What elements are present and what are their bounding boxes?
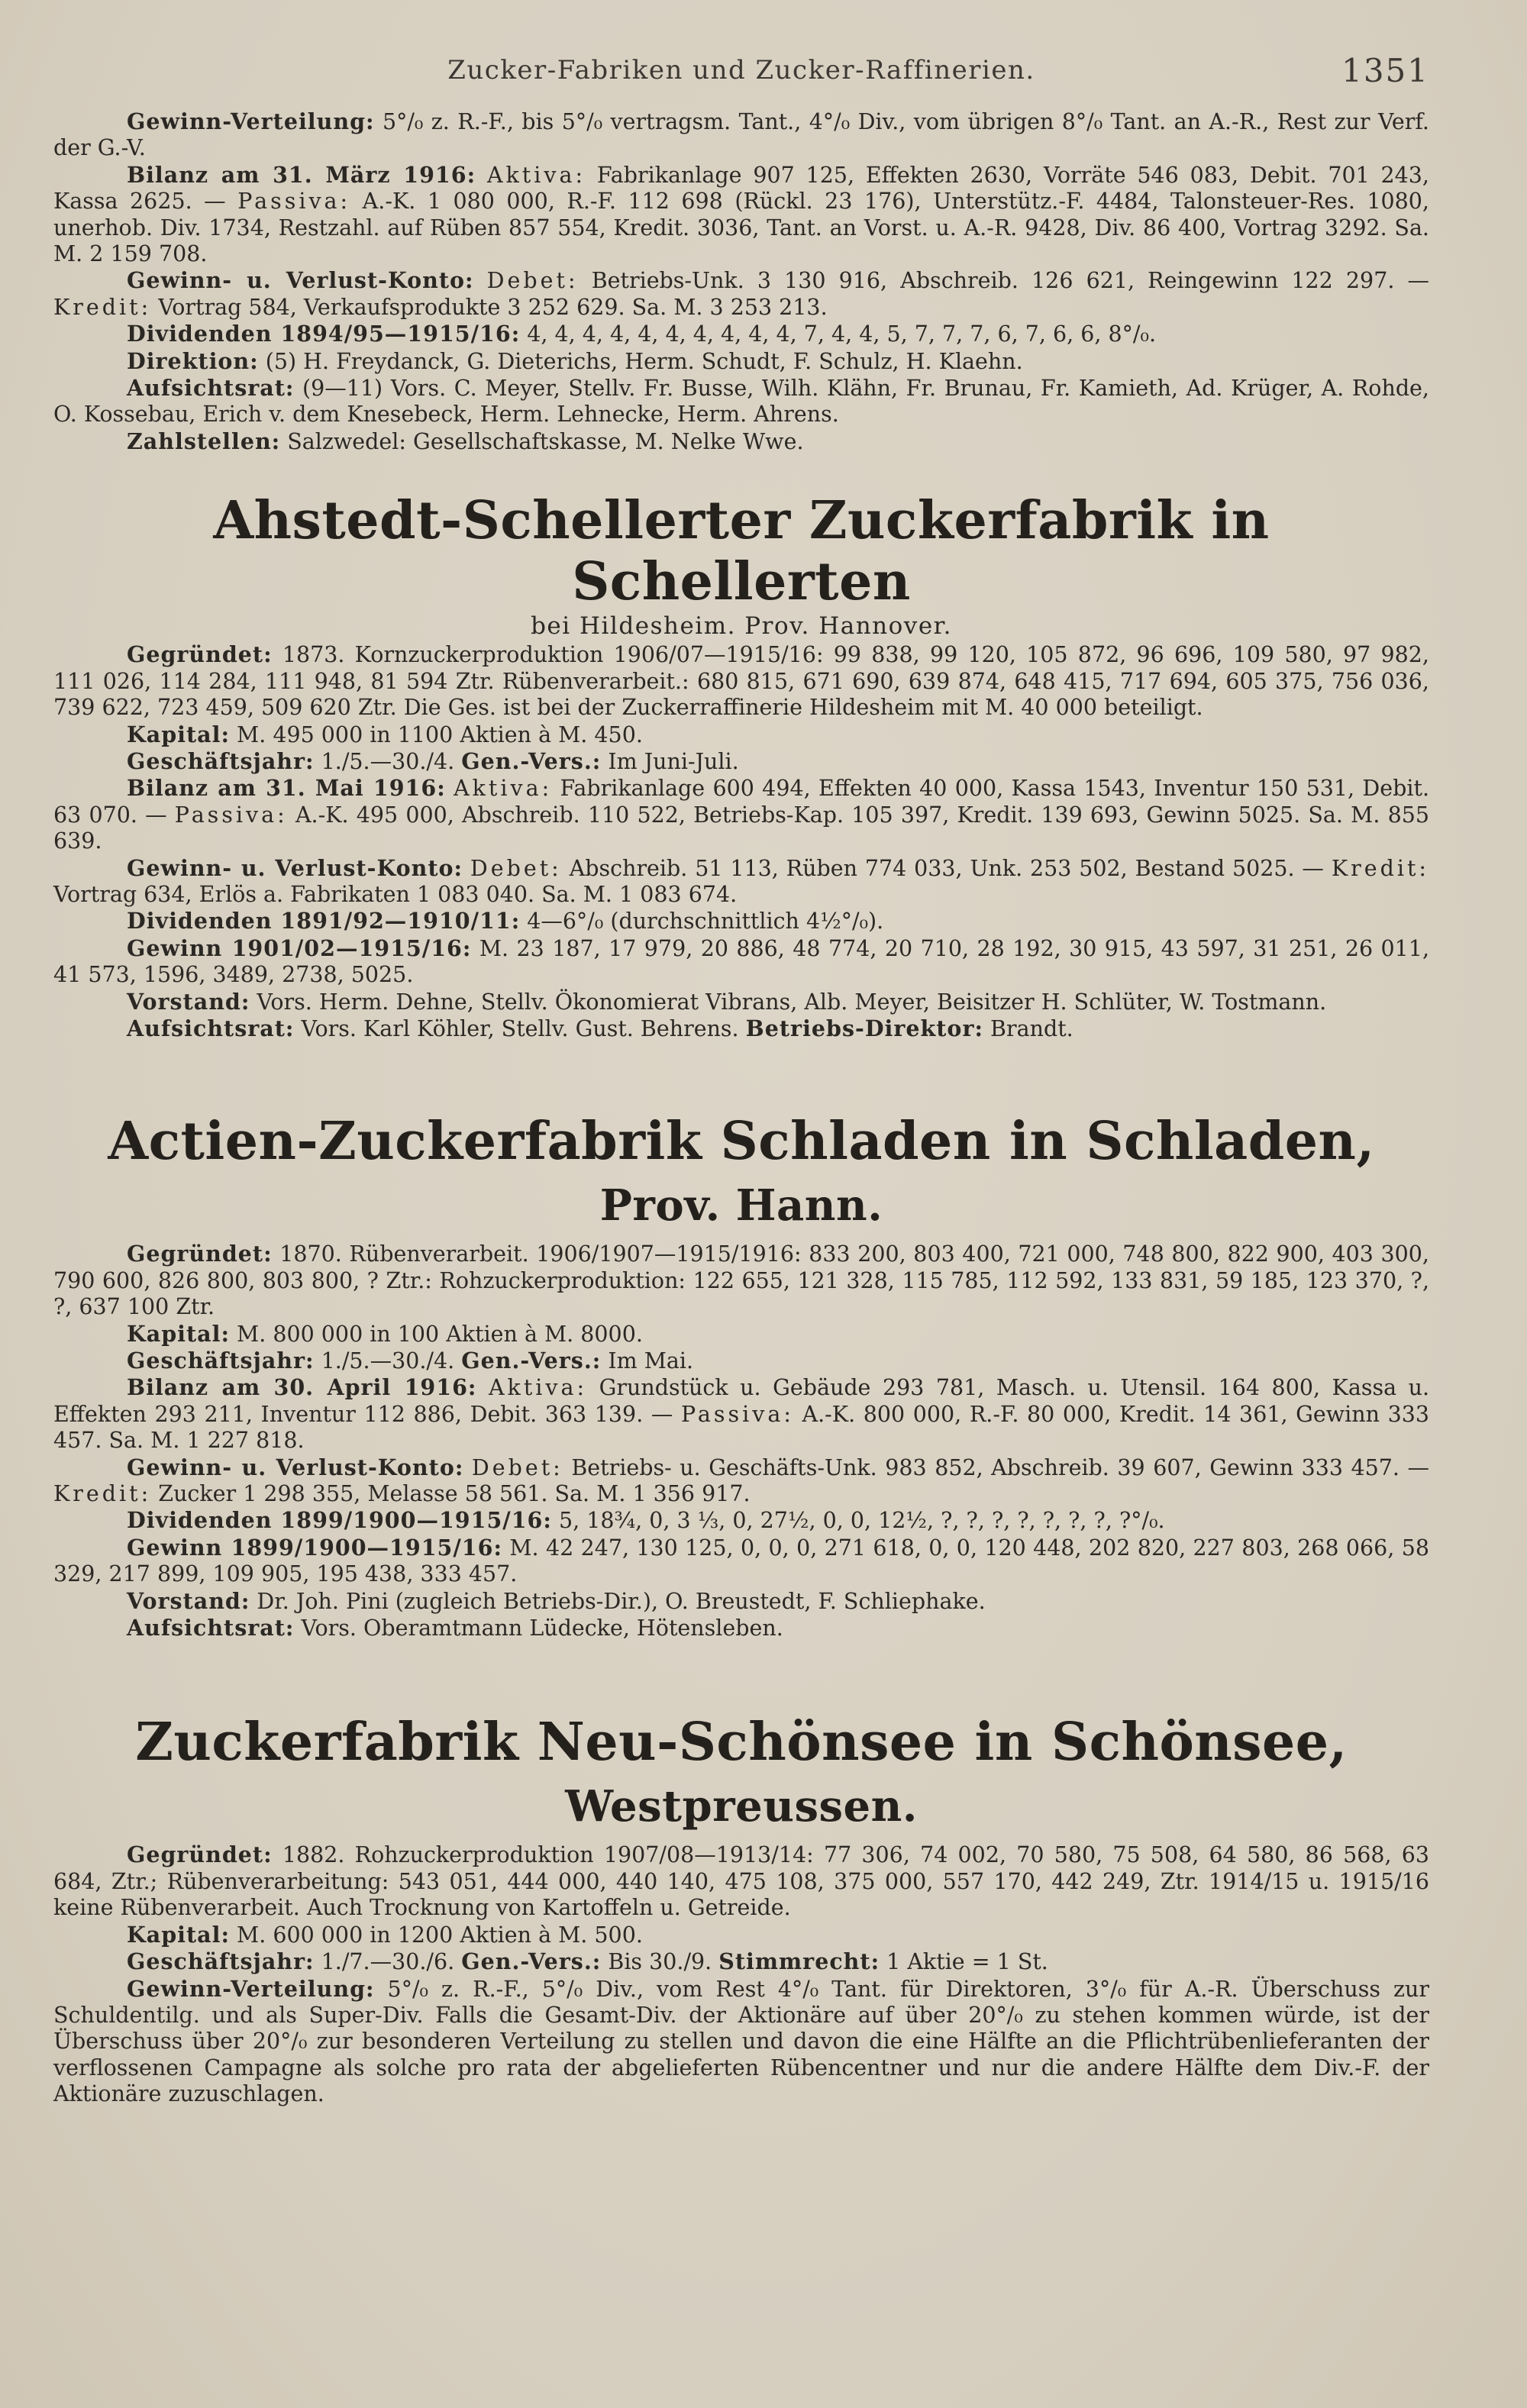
company-title: [53, 1712, 1429, 1837]
field-label: Bilanz am 31. Mai 1916:: [127, 775, 446, 802]
field-label: Bilanz am 30. April 1916:: [127, 1374, 477, 1401]
field-label: Geschäftsjahr:: [127, 1348, 315, 1373]
entry-paragraph: Geschäftsjahr: 1./7.—30./6. Gen.-Vers.: Bis 30./9. Stimmrecht: 1 Aktie = 1 St.: [127, 1948, 1048, 1975]
entry-paragraph: Gewinn-Verteilung: 5°/₀ z. R.-F., bis 5°/₀ vertragsm. Tant., 4°/₀ Div., vom übrigen 8°/₀ Tant. an A.-R., Rest zur Verf. der G.-V.: [53, 108, 1429, 161]
company-section: [53, 108, 1429, 455]
field-label: Gegründet:: [127, 1842, 273, 1868]
company-name: Zuckerfabrik Neu-Schönsee in Schönsee,: [135, 1712, 1348, 1774]
entry-paragraph: Geschäftsjahr: 1./5.—30./4. Gen.-Vers.: Im Mai.: [127, 1348, 694, 1373]
entry-paragraph: Gewinn 1899/1900—1915/16: M. 42 247, 130 125, 0, 0, 0, 271 618, 0, 0, 120 448, 202 820, 227 803, 268 066, 58 329, 217 899, 109 905, 195 438, 333 457.: [53, 1534, 1429, 1587]
field-label: Aufsichtsrat:: [127, 1015, 295, 1041]
field-label: Dividenden 1891/92—1910/11:: [127, 908, 521, 934]
field-label: Gegründet:: [127, 1241, 273, 1267]
field-label: Dividenden 1899/1900—1915/16:: [127, 1507, 552, 1534]
company-title: [53, 490, 1429, 612]
company-name: Ahstedt-Schellerter Zuckerfabrik in Schellerten: [213, 490, 1270, 613]
entry-paragraph: Gegründet: 1873. Kornzuckerproduktion 1906/07—1915/16: 99 838, 99 120, 105 872, 96 696, 109 580, 97 982, 111 026, 114 284, 111 948, 81 594 Ztr. Rübenverarbeit.: 680 815, 671 690, 639 874, 648 415, 717 694, 605 375, 756 036, 739 622, 723 459, 509 620 Ztr. Die Ges. ist bei der Zuckerraffinerie Hildesheim mit M. 40 000 beteiligt.: [53, 641, 1429, 721]
entry-paragraph: Kapital: M. 495 000 in 1100 Aktien à M. 450.: [127, 721, 643, 747]
entry-paragraph: Geschäftsjahr: 1./5.—30./4. Gen.-Vers.: Im Juni-Juli.: [127, 747, 739, 774]
company-subtitle: bei Hildesheim. Prov. Hannover.: [531, 612, 952, 641]
entry-paragraph: Kapital: M. 800 000 in 100 Aktien à M. 8000.: [127, 1320, 643, 1347]
field-label: Dividenden 1894/95—1915/16:: [127, 321, 521, 347]
field-label: Gen.-Vers.:: [461, 747, 602, 774]
company-name: Actien-Zuckerfabrik Schladen in Schladen,: [108, 1111, 1375, 1173]
document-body: [53, 108, 1429, 2108]
spaced-label: Kredit:: [53, 294, 152, 320]
spaced-label: Debet:: [471, 1454, 563, 1480]
company-location: Westpreussen.: [565, 1781, 918, 1832]
field-label: Direktion:: [127, 347, 259, 374]
entry-paragraph: Dividenden 1894/95—1915/16: 4, 4, 4, 4, 4, 4, 4, 4, 4, 4, 7, 4, 4, 5, 7, 7, 7, 6, 7, 6, 6, 8°/₀.: [127, 321, 1157, 347]
entry-paragraph: Zahlstellen: Salzwedel: Gesellschaftskasse, M. Nelke Wwe.: [127, 428, 804, 454]
entry-paragraph: Aufsichtsrat: Vors. Oberamtmann Lüdecke, Hötensleben.: [127, 1615, 783, 1641]
entry-paragraph: Aufsichtsrat: Vors. Karl Köhler, Stellv. Gust. Behrens. Betriebs-Direktor: Brandt.: [127, 1015, 1073, 1041]
field-label: Gen.-Vers.:: [461, 1348, 602, 1373]
spaced-label: Passiva:: [174, 802, 288, 828]
field-label: Betriebs-Direktor:: [745, 1015, 983, 1041]
entry-paragraph: Bilanz am 31. Mai 1916: Aktiva: Fabrikanlage 600 494, Effekten 40 000, Kassa 1543, Inventur 150 531, Debit. 63 070. — Passiva: A.-K. 495 000, Abschreib. 110 522, Betriebs-Kap. 105 397, Kredit. 139 693, Gewinn 5025. Sa. M. 855 639.: [53, 775, 1429, 854]
field-label: Stimmrecht:: [718, 1948, 880, 1975]
field-label: Gewinn-Verteilung:: [127, 1975, 375, 2002]
spaced-label: Aktiva:: [454, 776, 553, 802]
entry-paragraph: Aufsichtsrat: (9—11) Vors. C. Meyer, Stellv. Fr. Busse, Wilh. Klähn, Fr. Brunau, Fr. Kamieth, Ad. Krüger, A. Rohde, O. Kossebau, Erich v. dem Knesebeck, Herm. Lehnecke, Herm. Ahrens.: [53, 375, 1429, 428]
company-section: [53, 1111, 1429, 1641]
entry-paragraph: Gegründet: 1870. Rübenverarbeit. 1906/1907—1915/1916: 833 200, 803 400, 721 000, 748 800, 822 900, 403 300, 790 600, 826 800, 803 800, ? Ztr.: Rohzuckerproduktion: 122 655, 121 328, 115 785, 112 592, 133 831, 59 185, 123 370, ?, ?, 637 100 Ztr.: [53, 1241, 1429, 1320]
entry-paragraph: Gewinn-Verteilung: 5°/₀ z. R.-F., 5°/₀ Div., vom Rest 4°/₀ Tant. für Direktoren, 3°/₀ für A.-R. Überschuss zur Schuldentilg. und als Super-Div. Falls die Gesamt-Div. der Aktionäre auf über 20°/₀ zu stehen kommen würde, ist der Überschuss über 20°/₀ zur besonderen Verteilung zu stellen und davon die eine Hälfte an die Pflichtrübenlieferanten der verflossenen Campagne als solche pro rata der abgelieferten Rübencentner und nur die andere Hälfte dem Div.-F. der Aktionäre zuzuschlagen.: [53, 1975, 1429, 2107]
entry-paragraph: Gewinn- u. Verlust-Konto: Debet: Abschreib. 51 113, Rüben 774 033, Unk. 253 502, Bestand 5025. — Kredit: Vortrag 634, Erlös a. Fabrikaten 1 083 040. Sa. M. 1 083 674.: [53, 854, 1430, 907]
entry-paragraph: Vorstand: Dr. Joh. Pini (zugleich Betriebs-Dir.), O. Breustedt, F. Schliephake.: [127, 1587, 986, 1614]
spaced-label: Kredit:: [1331, 855, 1430, 881]
field-label: Gen.-Vers.:: [461, 1948, 602, 1975]
entry-paragraph: Gewinn- u. Verlust-Konto: Debet: Betriebs-Unk. 3 130 916, Abschreib. 126 621, Reingewinn 122 297. — Kredit: Vortrag 584, Verkaufsprodukte 3 252 629. Sa. M. 3 253 213.: [53, 267, 1430, 320]
field-label: Geschäftsjahr:: [127, 1948, 315, 1975]
field-label: Gewinn 1901/02—1915/16:: [127, 934, 472, 961]
entry-paragraph: Direktion: (5) H. Freydanck, G. Dieterichs, Herm. Schudt, F. Schulz, H. Klaehn.: [127, 347, 1023, 374]
field-label: Gewinn- u. Verlust-Konto:: [127, 1454, 464, 1480]
field-label: Aufsichtsrat:: [127, 375, 295, 402]
field-label: Kapital:: [127, 1921, 230, 1948]
field-label: Kapital:: [127, 721, 230, 747]
entry-paragraph: Dividenden 1891/92—1910/11: 4—6°/₀ (durchschnittlich 4½°/₀).: [127, 908, 884, 934]
field-label: Gewinn- u. Verlust-Konto:: [127, 267, 474, 294]
spaced-label: Passiva:: [680, 1401, 794, 1427]
company-section: [53, 1712, 1429, 2107]
page-number: 1351: [1341, 52, 1429, 89]
field-label: Aufsichtsrat:: [127, 1615, 295, 1641]
field-label: Vorstand:: [127, 1587, 250, 1614]
field-label: Vorstand:: [127, 988, 250, 1015]
field-label: Gewinn-Verteilung:: [127, 108, 375, 134]
entry-paragraph: Vorstand: Vors. Herm. Dehne, Stellv. Ökonomierat Vibrans, Alb. Meyer, Beisitzer H. Schlüter, W. Tostmann.: [127, 988, 1327, 1015]
entry-paragraph: Dividenden 1899/1900—1915/16: 5, 18¾, 0, 3 ⅓, 0, 27½, 0, 0, 12½, ?, ?, ?, ?, ?, ?, ?, ?°/₀.: [127, 1507, 1165, 1534]
spaced-label: Aktiva:: [486, 162, 586, 188]
page-header-title: Zucker-Fabriken und Zucker-Raffinerien.: [447, 55, 1035, 86]
field-label: Bilanz am 31. März 1916:: [127, 161, 476, 188]
company-section: [53, 490, 1429, 1042]
entry-paragraph: Gegründet: 1882. Rohzuckerproduktion 1907/08—1913/14: 77 306, 74 002, 70 580, 75 508, 64 580, 86 568, 63 684, Ztr.; Rübenverarbeitung: 543 051, 444 000, 440 140, 475 108, 375 000, 557 170, 442 249, Ztr. 1914/15 u. 1915/16 keine Rübenverarbeit. Auch Trocknung von Kartoffeln u. Getreide.: [53, 1842, 1429, 1921]
entry-paragraph: Gewinn 1901/02—1915/16: M. 23 187, 17 979, 20 886, 48 774, 20 710, 28 192, 30 915, 43 597, 31 251, 26 011, 41 573, 1596, 3489, 2738, 5025.: [53, 934, 1430, 988]
field-label: Gewinn 1899/1900—1915/16:: [127, 1534, 502, 1561]
entry-paragraph: Bilanz am 30. April 1916: Aktiva: Grundstück u. Gebäude 293 781, Masch. u. Utensil. 164 800, Kassa u. Effekten 293 211, Inventur 112 886, Debit. 363 139. — Passiva: A.-K. 800 000, R.-F. 80 000, Kredit. 14 361, Gewinn 333 457. Sa. M. 1 227 818.: [53, 1374, 1430, 1454]
entry-paragraph: Gewinn- u. Verlust-Konto: Debet: Betriebs- u. Geschäfts-Unk. 983 852, Abschreib. 39 607, Gewinn 333 457. — Kredit: Zucker 1 298 355, Melasse 58 561. Sa. M. 1 356 917.: [53, 1454, 1430, 1507]
spaced-label: Aktiva:: [488, 1375, 588, 1401]
spaced-label: Passiva:: [237, 189, 351, 215]
company-title: [53, 1111, 1429, 1236]
company-location: Prov. Hann.: [599, 1180, 883, 1231]
entry-paragraph: Kapital: M. 600 000 in 1200 Aktien à M. 500.: [127, 1921, 643, 1948]
field-label: Zahlstellen:: [127, 428, 281, 454]
entry-paragraph: Bilanz am 31. März 1916: Aktiva: Fabrikanlage 907 125, Effekten 2630, Vorräte 546 083, Debit. 701 243, Kassa 2625. — Passiva: A.-K. 1 080 000, R.-F. 112 698 (Rückl. 23 176), Unterstütz.-F. 4484, Talonsteuer-Res. 1080, unerhob. Div. 1734, Restzahl. auf Rüben 857 554, Kredit. 3036, Tant. an Vorst. u. A.-R. 9428, Div. 86 400, Vortrag 3292. Sa. M. 2 159 708.: [53, 161, 1429, 267]
spaced-label: Kredit:: [53, 1481, 152, 1507]
spaced-label: Debet:: [486, 268, 579, 294]
running-head: [53, 52, 1429, 108]
field-label: Geschäftsjahr:: [127, 747, 315, 774]
field-label: Kapital:: [127, 1320, 230, 1347]
spaced-label: Debet:: [470, 855, 562, 881]
field-label: Gewinn- u. Verlust-Konto:: [127, 854, 463, 881]
field-label: Gegründet:: [127, 641, 273, 668]
